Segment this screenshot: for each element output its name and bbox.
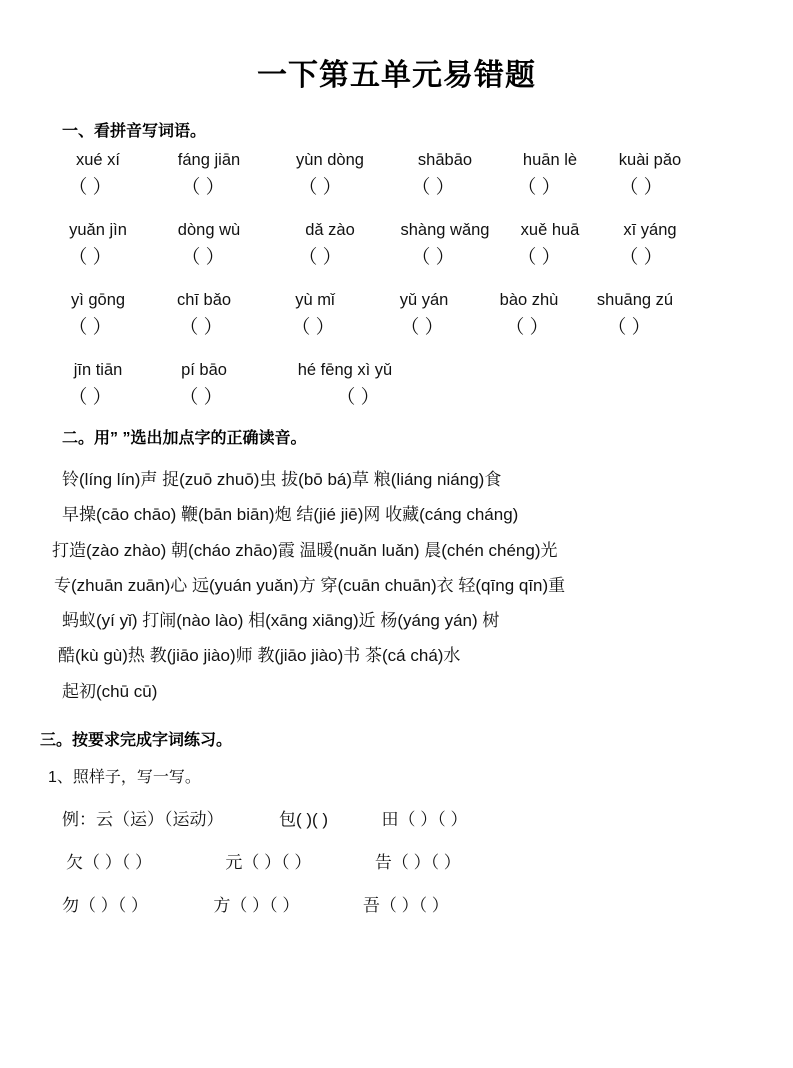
pinyin-cell: chī bǎo [176, 291, 232, 309]
pinyin-cell: shābāo [417, 151, 473, 169]
reading-choice-line[interactable]: 蚂蚁(yí yǐ) 打闹(nào lào) 相(xāng xiāng)近 杨(yáng yán) 树 [62, 611, 500, 630]
practice-blank-group[interactable]: 勿（ ）（ ） [62, 895, 148, 915]
section-3-heading: 三。按要求完成字词练习。 [40, 731, 233, 749]
section-1-group-4 [0, 361, 793, 409]
answer-blank[interactable]: （ ） [619, 247, 663, 268]
pinyin-cell: yuǎn jìn [69, 221, 127, 239]
answer-blank[interactable]: （ ） [411, 177, 455, 198]
answer-blank-row [36, 312, 793, 339]
pinyin-cell: fáng jiān [177, 151, 241, 169]
answer-blank[interactable]: （ ） [336, 387, 380, 408]
pinyin-row [48, 291, 793, 310]
answer-blank[interactable]: （ ） [68, 247, 112, 268]
practice-blank-group[interactable]: 元（ ）（ ） [225, 852, 312, 872]
pinyin-cell: xuě huā [520, 221, 580, 239]
pinyin-cell: xī yáng [623, 221, 677, 239]
pinyin-cell: yì gōng [70, 291, 126, 309]
pinyin-cell: huān lè [522, 151, 578, 169]
practice-blank-group[interactable]: 包( )( ) [278, 809, 329, 829]
answer-blank[interactable]: （ ） [298, 247, 342, 268]
practice-blank-group[interactable]: 欠（ ）（ ） [66, 852, 152, 872]
answer-blank[interactable]: （ ） [179, 317, 223, 338]
reading-choice-line[interactable]: 专(zhuān zuān)心 远(yuán yuǎn)方 穿(cuān chuān)衣 轻(qīng qīn)重 [54, 575, 566, 595]
section-1-group-1 [0, 151, 793, 199]
practice-example: 例：云（运）（运动） [62, 809, 224, 829]
practice-blank-group[interactable]: 告（ ）（ ） [374, 852, 461, 872]
answer-blank[interactable]: （ ） [68, 177, 112, 198]
answer-blank[interactable]: （ ） [298, 177, 342, 198]
section-2-heading: 二。用” ”选出加点字的正确读音。 [62, 430, 307, 447]
answer-blank[interactable]: （ ） [179, 387, 223, 408]
reading-choice-line[interactable]: 铃(líng lín)声 捉(zuō zhuō)虫 拔(bō bá)草 粮(liáng niáng)食 [62, 470, 502, 489]
pinyin-cell: shàng wǎng [400, 221, 490, 239]
answer-blank-row [36, 242, 793, 269]
answer-blank[interactable]: （ ） [181, 177, 225, 198]
answer-blank[interactable]: （ ） [68, 317, 112, 338]
pinyin-cell: shuāng zú [596, 291, 674, 309]
reading-choice-line[interactable]: 早操(cāo chāo) 鞭(bān biān)炮 结(jié jiē)网 收藏(cáng cháng) [62, 505, 519, 525]
answer-blank[interactable]: （ ） [505, 317, 549, 338]
answer-blank[interactable]: （ ） [619, 177, 663, 198]
reading-choice-line[interactable]: 打造(zào zhào) 朝(cháo zhāo)霞 温暖(nuǎn luǎn) 晨(chén chéng)光 [52, 540, 558, 560]
pinyin-row [48, 221, 793, 240]
practice-blank-group[interactable]: 田（ ）（ ） [381, 809, 468, 829]
pinyin-cell: dǎ zào [305, 221, 355, 239]
pinyin-cell: yù mǐ [295, 291, 335, 309]
pinyin-cell: bào zhù [499, 291, 559, 309]
pinyin-cell: xué xí [75, 151, 121, 169]
pinyin-cell: dòng wù [177, 221, 241, 239]
section-3-subheading: 1、照样子，写一写。 [48, 768, 201, 786]
answer-blank[interactable]: （ ） [291, 317, 335, 338]
reading-choice-line[interactable]: 起初(chū cū) [62, 681, 158, 701]
pinyin-cell: kuài pǎo [618, 151, 682, 169]
practice-blank-group[interactable]: 吾（ ）（ ） [362, 895, 449, 915]
answer-blank-row [36, 382, 793, 409]
section-1-group-3 [0, 291, 793, 339]
pinyin-cell: jīn tiān [73, 361, 123, 379]
section-3 [0, 727, 793, 916]
answer-blank[interactable]: （ ） [181, 247, 225, 268]
section-1-heading: 一、看拼音写词语。 [62, 123, 207, 140]
page-title: 一下第五单元易错题 [257, 59, 536, 92]
practice-blank-group[interactable]: 方（ ）（ ） [213, 895, 300, 915]
pinyin-cell: yǔ yán [399, 291, 449, 309]
pinyin-cell: hé fēng xì yǔ [297, 361, 393, 379]
answer-blank[interactable]: （ ） [517, 247, 561, 268]
practice-row [62, 805, 793, 830]
pinyin-row [48, 361, 793, 380]
reading-choice-line[interactable]: 酷(kù gù)热 教(jiāo jiào)师 教(jiāo jiào)书 茶(cá chá)水 [58, 646, 461, 666]
section-2 [0, 425, 793, 709]
answer-blank-row [36, 172, 793, 199]
practice-row [62, 891, 793, 916]
pinyin-cell: pí bāo [181, 361, 227, 379]
pinyin-row [48, 151, 793, 170]
answer-blank[interactable]: （ ） [517, 177, 561, 198]
pinyin-cell: yùn dòng [296, 151, 364, 169]
answer-blank[interactable]: （ ） [607, 317, 651, 338]
answer-blank[interactable]: （ ） [400, 317, 444, 338]
answer-blank[interactable]: （ ） [68, 387, 112, 408]
section-1-group-2 [0, 221, 793, 269]
practice-row [66, 848, 793, 873]
answer-blank[interactable]: （ ） [411, 247, 455, 268]
